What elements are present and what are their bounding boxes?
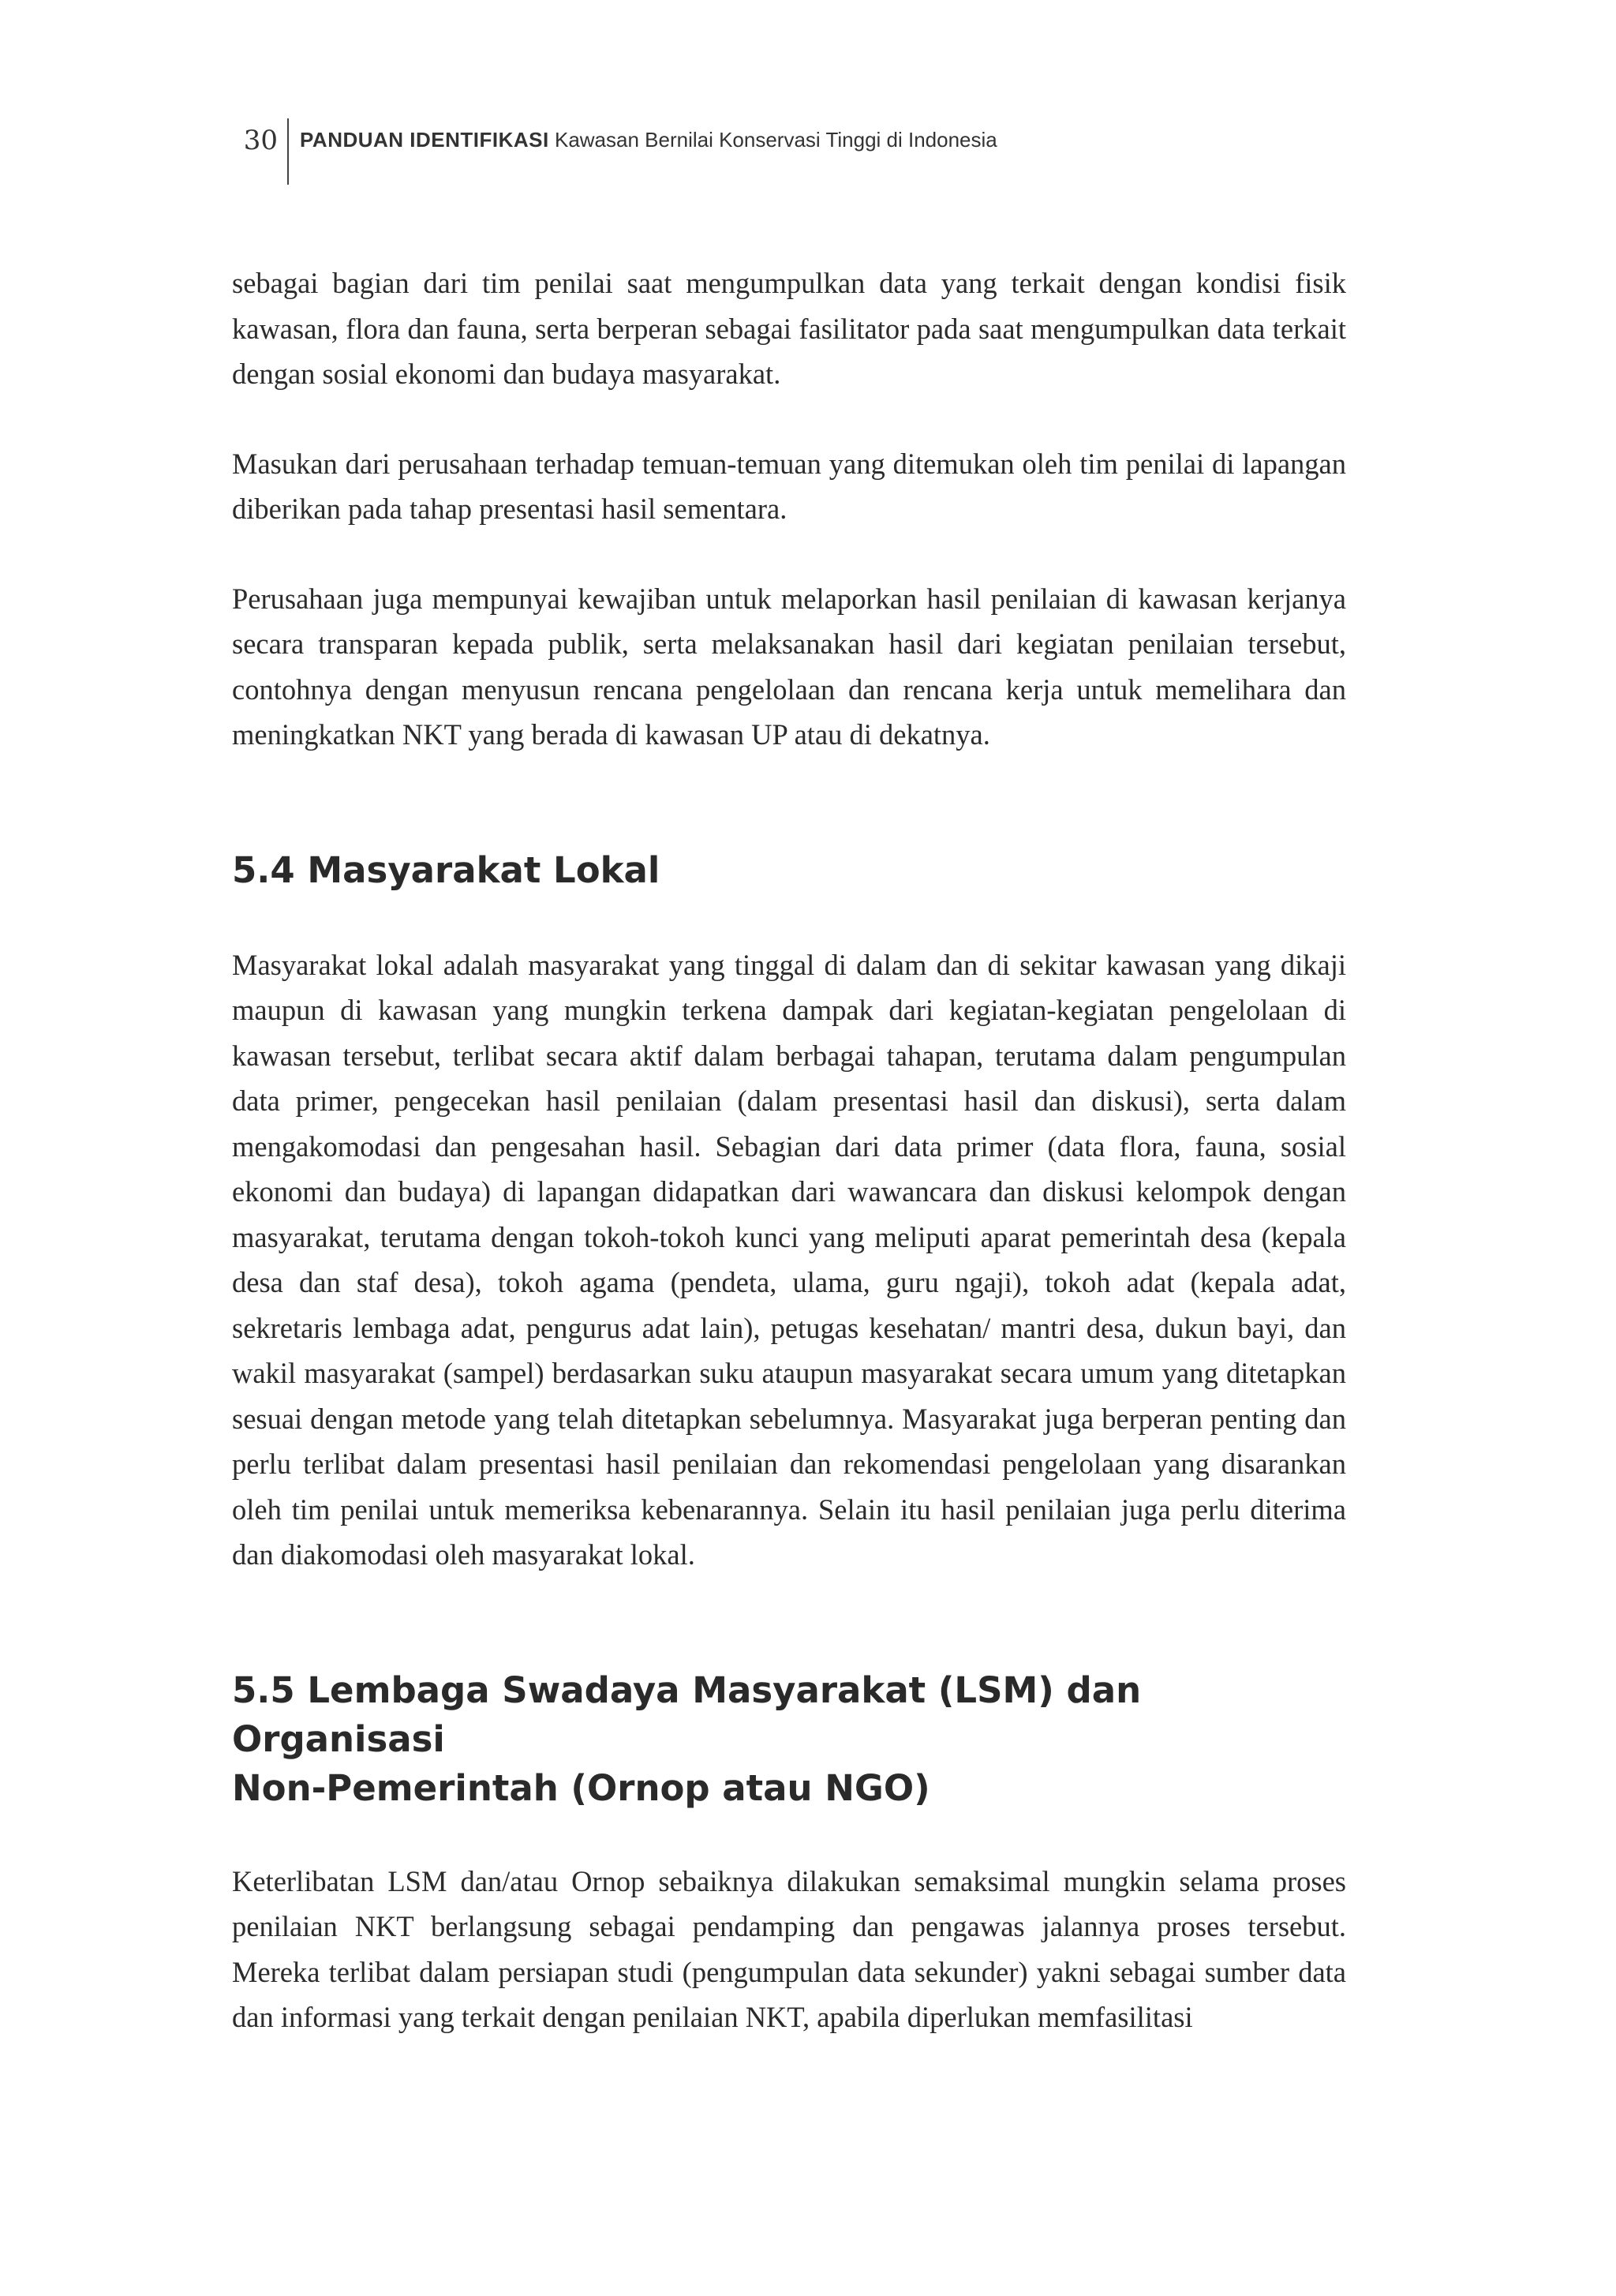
running-header <box>300 128 997 152</box>
section-heading-5-5-line-2: Non-Pemerintah (Ornop atau NGO) <box>232 1766 930 1809</box>
header-subtitle: Kawasan Bernilai Konservasi Tinggi di Indonesia <box>548 128 997 152</box>
page-header <box>237 118 1420 189</box>
section-heading-5-4: 5.4 Masyarakat Lokal <box>232 848 660 891</box>
intro-paragraph-3: Perusahaan juga mempunyai kewajiban untuk melaporkan hasil penilaian di kawasan kerjanya secara transparan kepada publik, serta melaksanakan hasil dari kegiatan penilaian tersebut, contohnya dengan menyusun rencana pengelolaan dan rencana kerja untuk memelihara dan meningkatkan NKT yang berada di kawasan UP atau di dekatnya. <box>232 582 1346 751</box>
header-brand: PANDUAN IDENTIFIKASI <box>300 128 549 152</box>
intro-paragraph-2: Masukan dari perusahaan terhadap temuan-temuan yang ditemukan oleh tim penilai di lapangan diberikan pada tahap presentasi hasil sementara. <box>232 447 1346 525</box>
page-body <box>232 260 1346 2040</box>
section-heading-5-5 <box>232 1666 1346 1813</box>
header-divider <box>287 118 289 185</box>
page-number: 30 <box>243 125 278 156</box>
section-heading-5-5-line-1: 5.5 Lembaga Swadaya Masyarakat (LSM) dan Organisasi <box>232 1669 1142 1760</box>
section-5-5-paragraph: Keterlibatan LSM dan/atau Ornop sebaiknya dilakukan semaksimal mungkin selama proses penilaian NKT berlangsung sebagai pendamping dan pengawas jalannya proses tersebut. Mereka terlibat dalam persiapan studi (pengumpulan data sekunder) yakni sebagai sumber data dan informasi yang terkait dengan penilaian NKT, apabila diperlukan memfasilitasi <box>232 1864 1346 2033</box>
intro-paragraph-1: sebagai bagian dari tim penilai saat mengumpulkan data yang terkait dengan kondisi fisik kawasan, flora dan fauna, serta berperan sebagai fasilitator pada saat mengumpulkan data terkait dengan sosial ekonomi dan budaya masyarakat. <box>232 267 1346 390</box>
section-5-4-paragraph: Masyarakat lokal adalah masyarakat yang tinggal di dalam dan di sekitar kawasan yang dikaji maupun di kawasan yang mungkin terkena dampak dari kegiatan-kegiatan pengelolaan di kawasan tersebut, terlibat secara aktif dalam berbagai tahapan, terutama dalam pengumpulan data primer, pengecekan hasil penilaian (dalam presentasi hasil dan diskusi), serta dalam mengakomodasi dan pengesahan hasil. Sebagian dari data primer (data flora, fauna, sosial ekonomi dan budaya) di lapangan didapatkan dari wawancara dan diskusi kelompok dengan masyarakat, terutama dengan tokoh-tokoh kunci yang meliputi aparat pemerintah desa (kepala desa dan staf desa), tokoh agama (pendeta, ulama, guru ngaji), tokoh adat (kepala adat, sekretaris lembaga adat, pengurus adat lain), petugas kesehatan/ mantri desa, dukun bayi, dan wakil masyarakat (sampel) berdasarkan suku ataupun masyarakat secara umum yang ditetapkan sesuai dengan metode yang telah ditetapkan sebelumnya. Masyarakat juga berperan penting dan perlu terlibat dalam presentasi hasil penilaian dan rekomendasi pengelolaan yang disarankan oleh tim penilai untuk memeriksa kebenarannya. Selain itu hasil penilaian juga perlu diterima dan diakomodasi oleh masyarakat lokal. <box>232 948 1346 1571</box>
